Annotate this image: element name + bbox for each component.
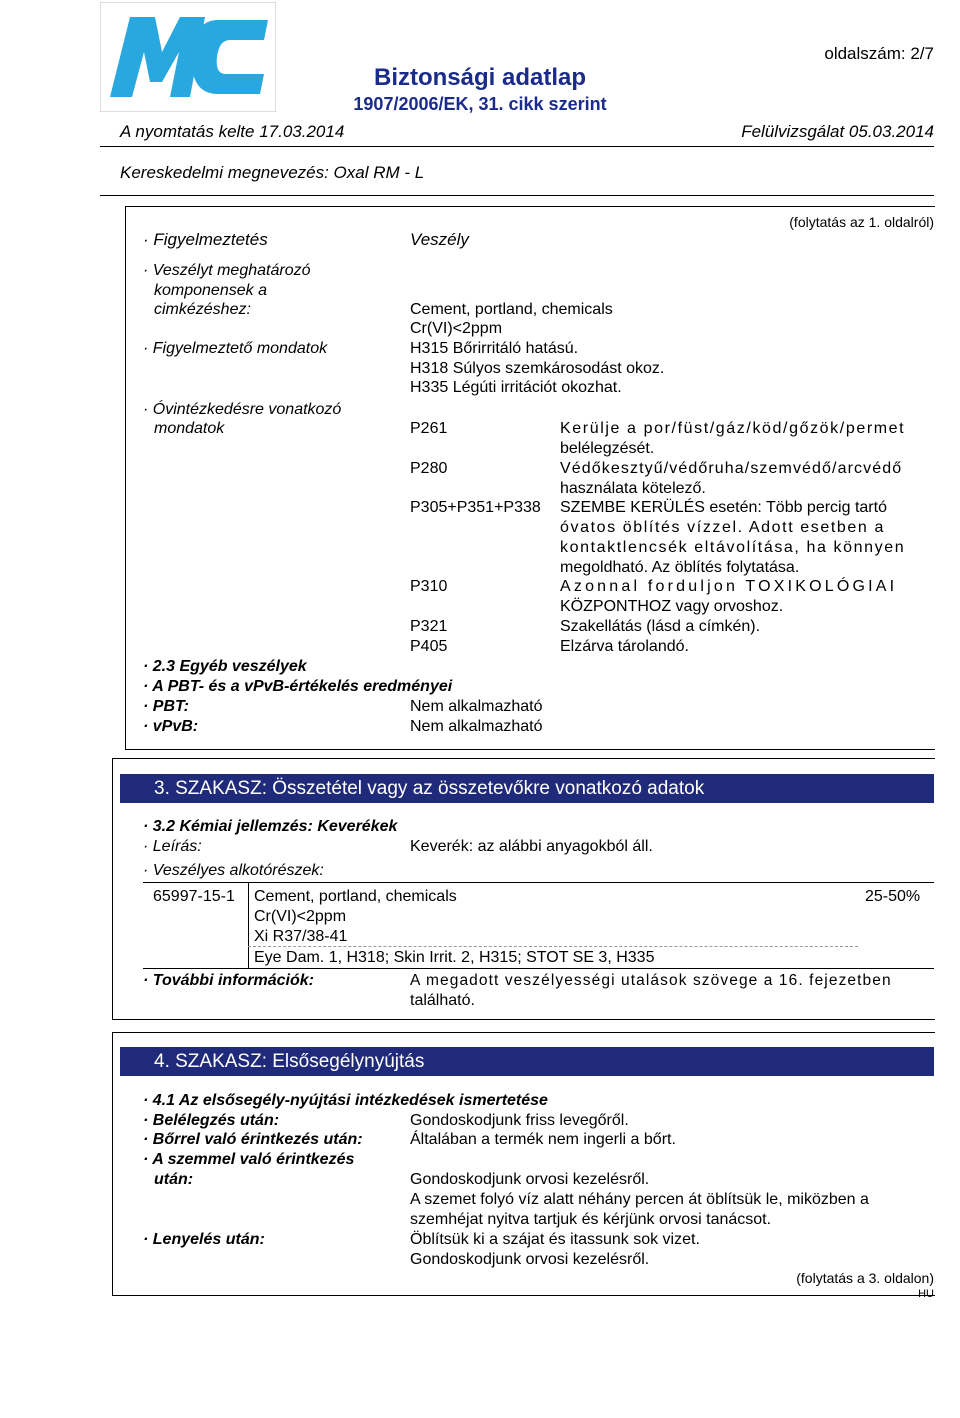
table-column-divider: [248, 882, 249, 968]
revision-date: Felülvizsgálat 05.03.2014: [741, 122, 934, 141]
continued-to: (folytatás a 3. oldalon): [796, 1270, 934, 1286]
table-bottom-rule: [143, 968, 934, 969]
vpvb-label: · vPvB:: [143, 718, 198, 736]
hazard-statements-label: · Figyelmeztető mondatok: [143, 340, 327, 358]
eye-contact-label: · A szemmel való érintkezés: [143, 1151, 354, 1169]
p261-code: P261: [410, 420, 448, 437]
p310-code: P310: [410, 578, 448, 595]
p310-text: Azonnal forduljon TOXIKOLÓGIAI: [560, 578, 898, 595]
print-date: A nyomtatás kelte 17.03.2014: [120, 122, 345, 141]
eye-contact-value-3: szemhéjat nyitva tartjuk és kérjünk orvosi tanácsot.: [410, 1211, 772, 1228]
pbt-heading: · A PBT- és a vPvB-értékelés eredményei: [143, 678, 452, 696]
skin-contact-label: · Bőrrel való érintkezés után:: [143, 1131, 363, 1149]
eye-contact-value: Gondoskodjunk orvosi kezelésről.: [410, 1171, 650, 1188]
table-top-rule: [143, 882, 934, 883]
pbt-value: Nem alkalmazható: [410, 698, 543, 715]
p261-text-2: belélegzését.: [560, 440, 655, 457]
p305-code: P305+P351+P338: [410, 499, 541, 516]
h318-statement: H318 Súlyos szemkárosodást okoz.: [410, 360, 665, 377]
p305-text-2: óvatos öblítés vízzel. Adott esetben a: [560, 519, 885, 536]
p305-text: SZEMBE KERÜLÉS esetén: Több percig tartó: [560, 499, 887, 516]
eye-contact-value-2: A szemet folyó víz alatt néhány percen át öblítsük le, miközben a: [410, 1191, 869, 1208]
components-table: [143, 882, 934, 968]
document-title: Biztonsági adatlap: [373, 64, 587, 91]
more-info-label: · További információk:: [143, 972, 314, 990]
section-3-title: 3. SZAKASZ: Összetétel vagy az összetevőkre vonatkozó adatok: [120, 774, 934, 803]
p305-text-4: megoldható. Az öblítés folytatása.: [560, 559, 800, 576]
document-subtitle: 1907/2006/EK, 31. cikk szerint: [353, 94, 607, 114]
p310-text-2: KÖZPONTHOZ vagy orvoshoz.: [560, 598, 784, 615]
hazard-component-1: Cement, portland, chemicals: [410, 301, 613, 318]
table-dashed-rule: [248, 946, 858, 947]
precaution-label-2: mondatok: [154, 420, 225, 437]
precaution-label: · Óvintézkedésre vonatkozó: [143, 401, 341, 419]
ingestion-value: Öblítsük ki a szájat és itassunk sok vizet.: [410, 1231, 700, 1248]
language-code: HU: [918, 1288, 934, 1300]
p280-text-2: használata kötelező.: [560, 480, 706, 497]
component-name: Cement, portland, chemicals: [254, 888, 457, 905]
section-4-subheading: · 4.1 Az elsősegély-nyújtási intézkedések ismertetése: [143, 1092, 548, 1110]
vpvb-value: Nem alkalmazható: [410, 718, 543, 735]
h335-statement: H335 Légúti irritációt okozhat.: [410, 379, 622, 396]
other-hazards-heading: · 2.3 Egyéb veszélyek: [143, 658, 307, 676]
more-info-value-2: található.: [410, 992, 475, 1009]
component-name-3: Xi R37/38-41: [254, 928, 348, 945]
eye-contact-label-2: után:: [154, 1171, 194, 1188]
description-value: Keverék: az alábbi anyagokból áll.: [410, 838, 653, 855]
h315-statement: H315 Bőrirritáló hatású.: [410, 340, 579, 357]
p321-text: Szakellátás (lásd a címkén).: [560, 618, 761, 635]
inhalation-label: · Belélegzés után:: [143, 1112, 279, 1130]
hazard-components-label-2: komponensek a: [154, 282, 267, 299]
ingestion-label: · Lenyelés után:: [143, 1231, 265, 1249]
hazard-components-label: · Veszélyt meghatározó: [143, 262, 311, 280]
p261-text: Kerülje a por/füst/gáz/köd/gőzök/permet: [560, 420, 906, 437]
continued-from: (folytatás az 1. oldalról): [789, 214, 934, 230]
skin-contact-value: Általában a termék nem ingerli a bőrt.: [410, 1131, 676, 1148]
hazard-component-2: Cr(VI)<2ppm: [410, 320, 503, 337]
p280-code: P280: [410, 460, 448, 477]
more-info-value: A megadott veszélyességi utalások szövege a 16. fejezetben: [410, 972, 892, 989]
page-number: oldalszám: 2/7: [824, 44, 934, 63]
header-divider: [100, 146, 934, 147]
p405-text: Elzárva tárolandó.: [560, 638, 689, 655]
ingestion-value-2: Gondoskodjunk orvosi kezelésről.: [410, 1251, 650, 1268]
signal-word-value: Veszély: [410, 230, 469, 249]
p280-text: Védőkesztyű/védőruha/szemvédő/arcvédő: [560, 460, 903, 477]
section-4-title: 4. SZAKASZ: Elsősegélynyújtás: [120, 1047, 934, 1076]
component-classification: Eye Dam. 1, H318; Skin Irrit. 2, H315; STOT SE 3, H335: [254, 949, 655, 966]
header-divider-2: [100, 195, 934, 196]
p305-text-3: kontaktlencsék eltávolítása, ha könnyen: [560, 539, 906, 556]
trade-name: Kereskedelmi megnevezés: Oxal RM - L: [120, 163, 425, 182]
inhalation-value: Gondoskodjunk friss levegőről.: [410, 1112, 629, 1129]
p405-code: P405: [410, 638, 448, 655]
component-name-2: Cr(VI)<2ppm: [254, 908, 347, 925]
section-3-subheading: · 3.2 Kémiai jellemzés: Keverékek: [143, 818, 397, 836]
dangerous-components-label: · Veszélyes alkotórészek:: [143, 862, 324, 880]
hazard-components-label-3: cimkézéshez:: [154, 301, 251, 318]
component-percent: 25-50%: [865, 888, 921, 905]
p321-code: P321: [410, 618, 448, 635]
pbt-label: · PBT:: [143, 698, 189, 716]
cas-number: 65997-15-1: [153, 888, 235, 905]
description-label: · Leírás:: [143, 838, 202, 856]
signal-word-label: · Figyelmeztetés: [143, 230, 268, 250]
